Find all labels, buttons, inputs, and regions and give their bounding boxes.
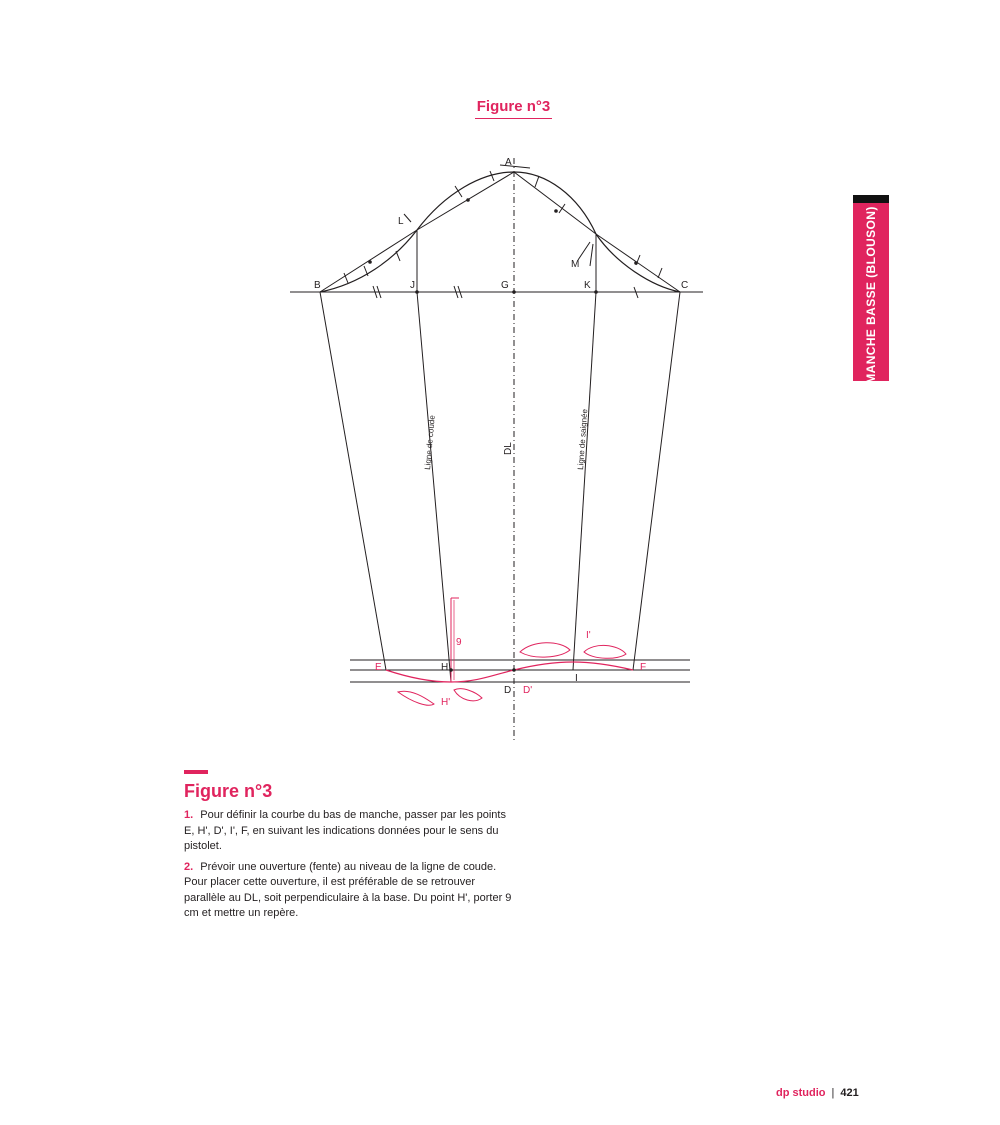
point-label-D: D <box>504 685 512 696</box>
elbow-line <box>417 292 451 682</box>
point-label-K: K <box>584 280 591 291</box>
center-line-label: DL <box>503 442 514 455</box>
chapter-tab-label: MANCHE BASSE (BLOUSON) <box>864 206 878 384</box>
point-label-F: F <box>640 662 647 673</box>
publisher-brand: dp studio <box>776 1087 826 1099</box>
instructions <box>184 808 514 927</box>
construction-dots <box>368 198 638 672</box>
point-label-B: B <box>314 280 321 291</box>
slit-height-label: 9 <box>456 637 462 648</box>
side-line-left <box>320 292 386 670</box>
point-label-I-prime: I' <box>586 630 591 641</box>
point-label-I: I <box>575 673 578 684</box>
instruction-item <box>184 860 514 922</box>
instruction-number: 1. <box>184 809 194 821</box>
point-label-L: L <box>398 216 404 227</box>
figure-caption: Figure n°3 <box>0 98 1000 119</box>
point-label-G: G <box>501 280 509 291</box>
section-accent-bar <box>184 770 208 774</box>
sleeve-cap-curve <box>320 172 680 292</box>
elbow-line-label: Ligne de coude <box>423 414 437 471</box>
side-line-right <box>633 292 680 670</box>
bleed-line <box>573 292 596 670</box>
point-label-H-prime: H' <box>441 697 451 708</box>
page-footer <box>776 1087 859 1099</box>
sleeve-cap-guide <box>320 172 680 292</box>
footer-separator: | <box>831 1087 835 1099</box>
bleed-line-label: Ligne de saignée <box>576 408 590 471</box>
point-label-E: E <box>375 662 382 673</box>
point-label-H: H <box>441 662 449 673</box>
tick-marks <box>344 165 662 298</box>
instruction-text: Prévoir une ouverture (fente) au niveau de la ligne de coude. Pour placer cette ouverture, il est préférable de se retrouver parallèle au DL, soit perpendiculaire à la base. Du point H', porter 9 cm et mettre un repère. <box>184 860 512 919</box>
instruction-number: 2. <box>184 860 194 873</box>
point-label-J: J <box>410 280 415 291</box>
point-label-D-prime: D' <box>523 685 533 696</box>
section-title: Figure n°3 <box>184 781 273 801</box>
point-label-M: M <box>571 259 580 270</box>
point-label-C: C <box>681 280 689 291</box>
french-curve-icon <box>398 643 626 706</box>
page-number: 421 <box>840 1087 859 1099</box>
instruction-text: Pour définir la courbe du bas de manche, passer par les points E, H', D', I', F, en suivant les indications données pour le sens du pistolet. <box>184 809 506 852</box>
point-label-A: A <box>505 157 512 168</box>
hem-curve <box>386 662 633 682</box>
instruction-item <box>184 808 514 855</box>
